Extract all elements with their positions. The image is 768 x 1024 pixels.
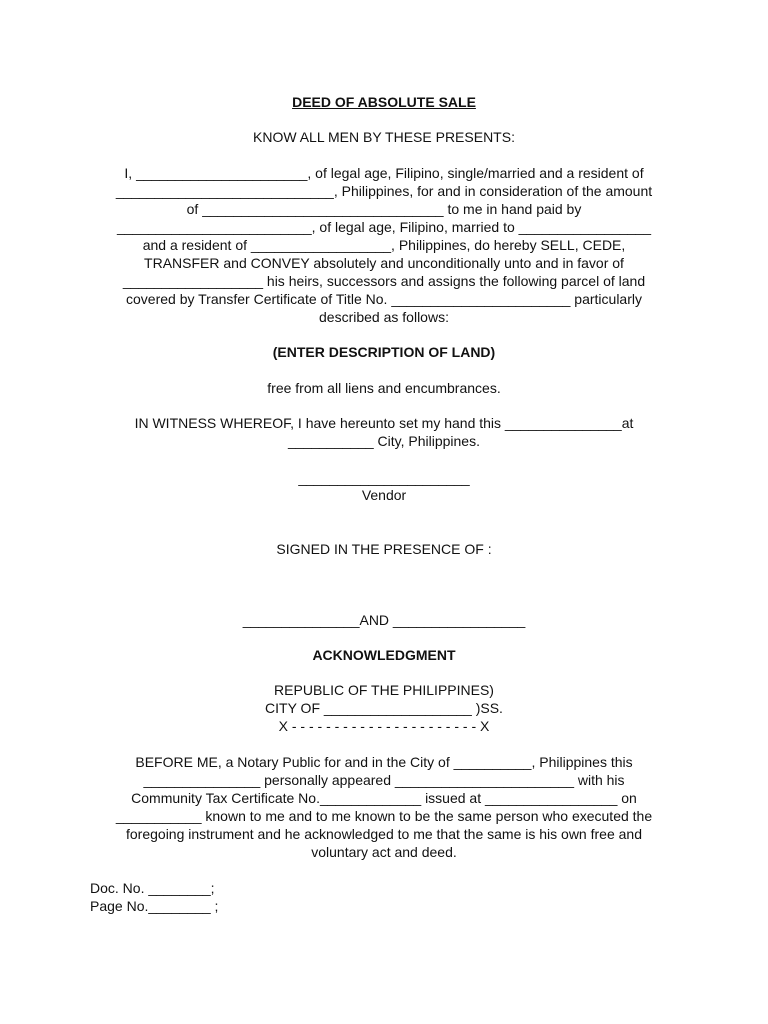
notary-line: BEFORE ME, a Notary Public for and in the City of __________, Philippines this [135,754,633,770]
document-title: DEED OF ABSOLUTE SALE [292,94,476,110]
signed-presence-line: SIGNED IN THE PRESENCE OF : [276,541,492,557]
land-description-heading: (ENTER DESCRIPTION OF LAND) [272,344,496,360]
acknowledgment-heading: ACKNOWLEDGMENT [312,647,456,663]
doc-no-line: Doc. No. ________; [90,880,215,896]
para1-line: _________________________, of legal age, Filipino, married to _________________ [116,219,651,235]
liens-line: free from all liens and encumbrances. [267,380,501,396]
witness-line: ___________ City, Philippines. [288,433,480,449]
notary-line: ___________ known to me and to me known to be the same person who executed the [115,808,653,824]
vendor-signature-line: ______________________ [298,470,470,486]
venue-line: CITY OF ___________________ )SS. [265,700,503,716]
para1-line: TRANSFER and CONVEY absolutely and unconditionally unto and in favor of [144,255,624,271]
notary-line: _______________ personally appeared _______________________ with his [143,772,625,788]
witness-line: IN WITNESS WHEREOF, I have hereunto set my hand this _______________at [134,415,634,431]
para1-line: and a resident of __________________, Philippines, do hereby SELL, CEDE, [142,237,626,253]
intro-line: KNOW ALL MEN BY THESE PRESENTS: [253,129,515,145]
notary-line: Community Tax Certificate No._____________ issued at _________________ on [131,790,637,806]
para1-line: described as follows: [319,309,449,325]
notary-line: voluntary act and deed. [311,844,457,860]
para1-line: I, ______________________, of legal age, Filipino, single/married and a resident of [124,165,644,181]
venue-line: REPUBLIC OF THE PHILIPPINES) [274,682,494,698]
para1-line: __________________ his heirs, successors and assigns the following parcel of land [122,273,646,289]
para1-line: ____________________________, Philippines, for and in consideration of the amount [115,183,653,199]
notary-line: foregoing instrument and he acknowledged to me that the same is his own free and [126,826,642,842]
page-no-line: Page No.________ ; [90,898,219,914]
vendor-label: Vendor [361,487,407,503]
witness-signature-lines: _______________AND _________________ [242,612,526,628]
para1-line: of _______________________________ to me in hand paid by [186,201,582,217]
venue-line: X - - - - - - - - - - - - - - - - - - - - - - X [278,718,490,734]
para1-line: covered by Transfer Certificate of Title No. _______________________ particularly [126,291,642,307]
